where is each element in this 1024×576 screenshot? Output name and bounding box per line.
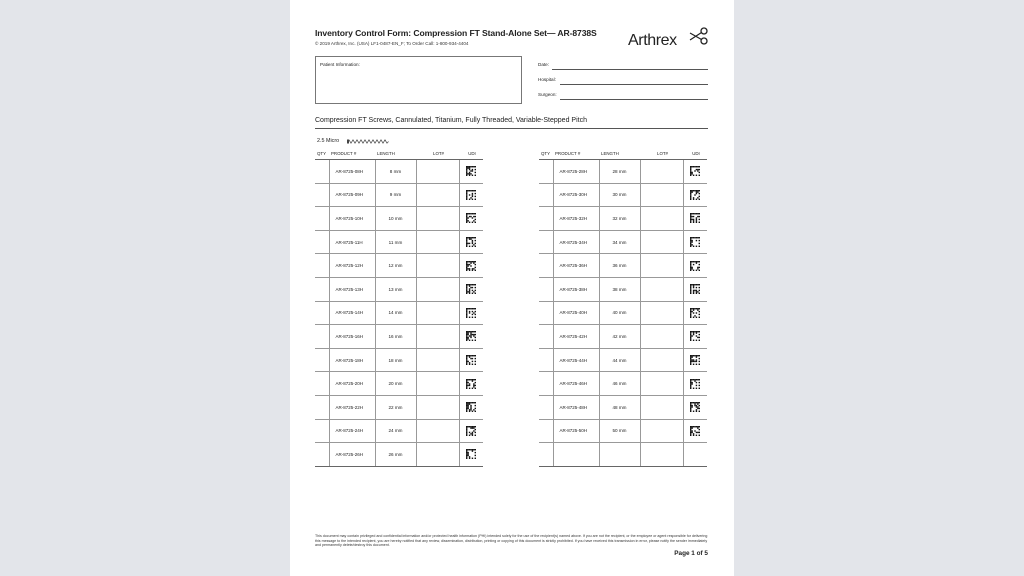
- udi-cell: [683, 348, 707, 372]
- table-header-row: [539, 148, 707, 160]
- udi-cell: [459, 230, 483, 254]
- table-row: [315, 372, 483, 396]
- udi-cell: [683, 230, 707, 254]
- qr-code-icon: [690, 237, 700, 247]
- udi-cell: [459, 254, 483, 278]
- qty-cell[interactable]: [315, 443, 329, 467]
- qr-code-icon: [466, 449, 476, 459]
- qty-cell[interactable]: [539, 277, 553, 301]
- lot-cell[interactable]: [416, 254, 459, 278]
- udi-cell: [683, 207, 707, 231]
- qty-cell[interactable]: [315, 395, 329, 419]
- table-row: [315, 183, 483, 207]
- qr-code-icon: [466, 237, 476, 247]
- col-qty-header: QTY: [315, 148, 329, 160]
- length-value: 24 mm: [375, 419, 416, 443]
- table-row: [315, 160, 483, 184]
- surgeon-label: Surgeon:: [538, 92, 557, 97]
- length-value: 9 mm: [375, 183, 416, 207]
- table-row: [315, 443, 483, 467]
- qty-cell[interactable]: [539, 372, 553, 396]
- qr-code-icon: [690, 190, 700, 200]
- qr-code-icon: [466, 190, 476, 200]
- col-length-header: LENGTH: [599, 148, 640, 160]
- table-header-row: [315, 148, 483, 160]
- surgeon-field[interactable]: [538, 90, 708, 100]
- udi-cell: [459, 207, 483, 231]
- table-row: [539, 372, 707, 396]
- qr-code-icon: [466, 331, 476, 341]
- product-number: AR-8725-10H: [329, 207, 375, 231]
- qty-cell[interactable]: [539, 254, 553, 278]
- scissors-icon: [688, 26, 710, 48]
- product-number: AR-8725-28H: [553, 160, 599, 184]
- lot-cell[interactable]: [416, 419, 459, 443]
- length-value: [599, 443, 640, 467]
- qr-code-icon: [690, 166, 700, 176]
- length-value: 36 mm: [599, 254, 640, 278]
- length-value: 38 mm: [599, 277, 640, 301]
- length-value: 32 mm: [599, 207, 640, 231]
- qr-code-icon: [466, 213, 476, 223]
- col-product-header: PRODUCT #: [553, 148, 599, 160]
- micro-subheading: 2.5 Micro: [317, 138, 340, 144]
- udi-cell: [683, 325, 707, 349]
- product-number: AR-8725-26H: [329, 443, 375, 467]
- product-number: AR-8725-44H: [553, 348, 599, 372]
- udi-cell: [459, 301, 483, 325]
- date-label: Date:: [538, 62, 549, 67]
- qr-code-icon: [466, 261, 476, 271]
- udi-cell: [459, 325, 483, 349]
- table-row: [539, 277, 707, 301]
- table-row: [539, 395, 707, 419]
- product-number: AR-8725-32H: [553, 207, 599, 231]
- page-number: Page 1 of 5: [674, 550, 708, 557]
- table-row: [315, 419, 483, 443]
- qty-cell[interactable]: [315, 230, 329, 254]
- table-row: [539, 160, 707, 184]
- lot-cell[interactable]: [416, 348, 459, 372]
- table-row: [315, 348, 483, 372]
- lot-cell[interactable]: [416, 277, 459, 301]
- hospital-label: Hospital:: [538, 77, 556, 82]
- qr-code-icon: [690, 213, 700, 223]
- inventory-table-right: [539, 148, 707, 467]
- qty-cell[interactable]: [539, 419, 553, 443]
- table-row: [315, 395, 483, 419]
- patient-information-label: Patient Information:: [320, 62, 360, 67]
- udi-cell: [683, 443, 707, 467]
- table-row: [315, 301, 483, 325]
- qty-cell[interactable]: [315, 301, 329, 325]
- product-number: AR-8725-30H: [553, 183, 599, 207]
- qty-cell[interactable]: [539, 183, 553, 207]
- qty-cell[interactable]: [539, 301, 553, 325]
- lot-cell[interactable]: [640, 183, 683, 207]
- length-value: 14 mm: [375, 301, 416, 325]
- qr-code-icon: [690, 379, 700, 389]
- table-row: [315, 230, 483, 254]
- udi-cell: [683, 419, 707, 443]
- lot-cell[interactable]: [416, 395, 459, 419]
- screw-icon: [347, 139, 389, 144]
- product-number: AR-8725-48H: [553, 395, 599, 419]
- length-value: 26 mm: [375, 443, 416, 467]
- qr-code-icon: [690, 426, 700, 436]
- product-number: AR-8725-11H: [329, 230, 375, 254]
- table-row: [315, 325, 483, 349]
- lot-cell[interactable]: [416, 207, 459, 231]
- col-product-header: PRODUCT #: [329, 148, 375, 160]
- udi-cell: [459, 348, 483, 372]
- product-number: AR-8725-12H: [329, 254, 375, 278]
- qty-cell[interactable]: [315, 348, 329, 372]
- qty-cell[interactable]: [315, 277, 329, 301]
- lot-cell[interactable]: [640, 372, 683, 396]
- product-number: AR-8725-40H: [553, 301, 599, 325]
- qty-cell[interactable]: [315, 372, 329, 396]
- lot-cell[interactable]: [640, 277, 683, 301]
- product-number: AR-8725-20H: [329, 372, 375, 396]
- qty-cell[interactable]: [539, 160, 553, 184]
- table-row: [539, 419, 707, 443]
- product-number: AR-8725-16H: [329, 325, 375, 349]
- lot-cell[interactable]: [640, 443, 683, 467]
- table-row: [315, 277, 483, 301]
- table-row: [539, 230, 707, 254]
- section-divider: [315, 128, 708, 129]
- udi-cell: [459, 277, 483, 301]
- qty-cell[interactable]: [539, 395, 553, 419]
- qty-cell[interactable]: [315, 325, 329, 349]
- product-number: AR-8725-22H: [329, 395, 375, 419]
- table-row: [539, 301, 707, 325]
- length-value: 10 mm: [375, 207, 416, 231]
- udi-cell: [459, 160, 483, 184]
- section-title: Compression FT Screws, Cannulated, Titanium, Fully Threaded, Variable-Stepped Pitch: [315, 117, 587, 124]
- length-value: 30 mm: [599, 183, 640, 207]
- product-number: AR-8725-18H: [329, 348, 375, 372]
- length-value: 48 mm: [599, 395, 640, 419]
- lot-cell[interactable]: [416, 325, 459, 349]
- col-udi-header: UDI: [683, 148, 707, 160]
- table-row: [315, 207, 483, 231]
- udi-cell: [683, 254, 707, 278]
- length-value: 28 mm: [599, 160, 640, 184]
- qr-code-icon: [690, 402, 700, 412]
- product-number: AR-8725-24H: [329, 419, 375, 443]
- length-value: 8 mm: [375, 160, 416, 184]
- qr-code-icon: [466, 426, 476, 436]
- qty-cell[interactable]: [539, 348, 553, 372]
- qty-cell[interactable]: [315, 419, 329, 443]
- product-number: AR-8725-09H: [329, 183, 375, 207]
- surgeon-line: [560, 99, 708, 100]
- length-value: 40 mm: [599, 301, 640, 325]
- length-value: 42 mm: [599, 325, 640, 349]
- qr-code-icon: [690, 308, 700, 318]
- table-row: [539, 254, 707, 278]
- udi-cell: [459, 183, 483, 207]
- arthrex-logo: [628, 26, 712, 52]
- qr-code-icon: [466, 379, 476, 389]
- lot-cell[interactable]: [640, 207, 683, 231]
- length-value: 44 mm: [599, 348, 640, 372]
- document-page: [290, 0, 734, 576]
- udi-cell: [683, 183, 707, 207]
- qty-cell[interactable]: [315, 160, 329, 184]
- col-udi-header: UDI: [459, 148, 483, 160]
- lot-cell[interactable]: [640, 395, 683, 419]
- length-value: 22 mm: [375, 395, 416, 419]
- udi-cell: [683, 395, 707, 419]
- length-value: 11 mm: [375, 230, 416, 254]
- qty-cell[interactable]: [539, 230, 553, 254]
- hospital-line: [560, 84, 708, 85]
- col-length-header: LENGTH: [375, 148, 416, 160]
- product-number: AR-8725-50H: [553, 419, 599, 443]
- product-number: AR-8725-42H: [553, 325, 599, 349]
- qr-code-icon: [466, 355, 476, 365]
- length-value: 34 mm: [599, 230, 640, 254]
- udi-cell: [683, 301, 707, 325]
- product-number: AR-8725-36H: [553, 254, 599, 278]
- confidentiality-disclaimer: This document may contain privileged and confidential information and/or protected health information (PHI) intended solely for the use of the recipient(s) named above. If you are not the recipient, or the employee or agent responsible for delivering this message to the intended recipient, you are hereby notified that any review, dissemination, distribution, printing or copying of this document is strictly prohibited. If you have received this transmission in error, please notify the sender immediately and permanently delete/destroy this document.: [315, 534, 708, 548]
- product-number: AR-8725-14H: [329, 301, 375, 325]
- logo-text: Arthrex: [628, 32, 677, 49]
- col-lot-header: LOT#: [416, 148, 459, 160]
- qr-code-icon: [690, 331, 700, 341]
- length-value: 16 mm: [375, 325, 416, 349]
- lot-cell[interactable]: [640, 301, 683, 325]
- lot-cell[interactable]: [640, 160, 683, 184]
- product-number: AR-8725-38H: [553, 277, 599, 301]
- qr-code-icon: [466, 284, 476, 294]
- qty-cell[interactable]: [539, 443, 553, 467]
- length-value: 50 mm: [599, 419, 640, 443]
- udi-cell: [459, 419, 483, 443]
- lot-cell[interactable]: [416, 301, 459, 325]
- table-row: [315, 254, 483, 278]
- udi-cell: [683, 160, 707, 184]
- hospital-field[interactable]: [538, 75, 708, 85]
- length-value: 18 mm: [375, 348, 416, 372]
- lot-cell[interactable]: [640, 419, 683, 443]
- qty-cell[interactable]: [539, 325, 553, 349]
- qr-code-icon: [690, 284, 700, 294]
- qr-code-icon: [690, 261, 700, 271]
- qty-cell[interactable]: [539, 207, 553, 231]
- qty-cell[interactable]: [315, 254, 329, 278]
- length-value: 20 mm: [375, 372, 416, 396]
- lot-cell[interactable]: [416, 183, 459, 207]
- udi-cell: [683, 277, 707, 301]
- qr-code-icon: [690, 355, 700, 365]
- patient-information-box[interactable]: [315, 56, 522, 104]
- inventory-table-left: [315, 148, 483, 467]
- table-row: [539, 207, 707, 231]
- length-value: 13 mm: [375, 277, 416, 301]
- lot-cell[interactable]: [640, 325, 683, 349]
- lot-cell[interactable]: [416, 230, 459, 254]
- udi-cell: [459, 443, 483, 467]
- product-number: [553, 443, 599, 467]
- product-number: AR-8725-34H: [553, 230, 599, 254]
- table-row: [539, 443, 707, 467]
- page-subtitle: © 2019 Arthrex, Inc. (USA) LF1-0487-EN_F; To Order Call: 1-800-934-4404: [315, 41, 469, 46]
- qr-code-icon: [466, 402, 476, 412]
- udi-cell: [683, 372, 707, 396]
- col-lot-header: LOT#: [640, 148, 683, 160]
- length-value: 46 mm: [599, 372, 640, 396]
- qty-cell[interactable]: [315, 207, 329, 231]
- date-line: [552, 69, 708, 70]
- table-row: [539, 348, 707, 372]
- lot-cell[interactable]: [416, 372, 459, 396]
- length-value: 12 mm: [375, 254, 416, 278]
- product-number: AR-8725-46H: [553, 372, 599, 396]
- product-number: AR-8725-13H: [329, 277, 375, 301]
- lot-cell[interactable]: [416, 160, 459, 184]
- date-field[interactable]: [538, 60, 708, 70]
- udi-cell: [459, 395, 483, 419]
- qr-code-icon: [466, 166, 476, 176]
- qty-cell[interactable]: [315, 183, 329, 207]
- product-number: AR-8725-08H: [329, 160, 375, 184]
- lot-cell[interactable]: [640, 348, 683, 372]
- col-qty-header: QTY: [539, 148, 553, 160]
- lot-cell[interactable]: [416, 443, 459, 467]
- table-row: [539, 325, 707, 349]
- table-row: [539, 183, 707, 207]
- lot-cell[interactable]: [640, 230, 683, 254]
- lot-cell[interactable]: [640, 254, 683, 278]
- qr-code-icon: [466, 308, 476, 318]
- page-title: Inventory Control Form: Compression FT Stand-Alone Set— AR-8738S: [315, 28, 597, 38]
- udi-cell: [459, 372, 483, 396]
